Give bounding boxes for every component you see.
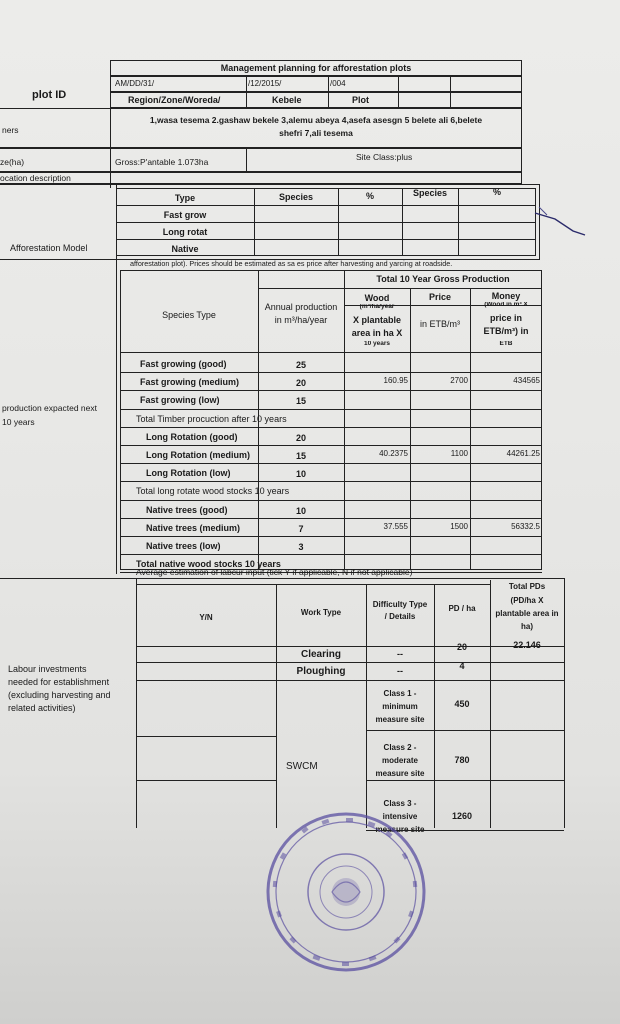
gross-plantable: Gross:P'antable 1.073ha — [115, 157, 209, 167]
production-row-divider — [120, 518, 542, 519]
work-type-header: Work Type — [300, 608, 342, 617]
owners-text-1: 1,wasa tesema 2.gashaw bekele 3,alemu abeya 4,asefa asesgn 5 belete ali 6,belete — [149, 115, 483, 125]
production-row-label: Long Rotation (good) — [146, 431, 238, 442]
annual-production-value: 25 — [295, 360, 306, 370]
annual-production-value: 15 — [295, 396, 306, 407]
production-row-divider — [120, 445, 542, 446]
percent-header-2: % — [492, 187, 501, 197]
production-row-divider — [120, 500, 542, 501]
ploughing-difficulty: -- — [397, 666, 403, 676]
pd-header: PD / ha — [448, 604, 476, 613]
wood-value: 40.2375 — [379, 449, 408, 458]
money-sub-1: (Wood in m³ X — [484, 302, 528, 308]
production-row-divider — [120, 536, 542, 537]
type-header: Type — [174, 193, 196, 203]
class1-line2: minimum — [382, 702, 418, 711]
production-side-label-2: 10 years — [2, 417, 35, 427]
production-row-label: Total long rotate wood stocks 10 years — [136, 486, 290, 497]
afforestation-model-label: Afforestation Model — [10, 243, 88, 253]
plot-code-3: /004 — [330, 79, 346, 88]
annual-production-value: 3 — [298, 542, 304, 552]
size-label: ze(ha) — [0, 157, 25, 167]
location-label: ocation description — [0, 173, 71, 183]
form-title: Management planning for afforestation plots — [220, 63, 412, 73]
plot-code-2: /12/2015/ — [248, 79, 282, 88]
average-note: Average estimation of labcur input (tick Y if applicable, N if not applicable) — [136, 567, 413, 577]
production-row-divider — [120, 390, 542, 391]
species-header-2: Species — [412, 188, 448, 198]
class3-line2: intensive — [382, 812, 418, 821]
money-sub-3: ETB/m³) in — [483, 326, 529, 336]
labour-side-label-2: needed for establishment — [8, 677, 110, 687]
class2-line3: measure site — [375, 769, 425, 778]
clearing-pd: 20 — [456, 642, 467, 652]
ploughing-pd: 4 — [459, 661, 465, 671]
ploughing-label: Ploughing — [296, 666, 346, 677]
production-row-label: Total Timber procuction after 10 years — [136, 413, 287, 424]
annual-production-value: 20 — [295, 432, 306, 443]
class2-pd: 780 — [454, 755, 470, 765]
production-row-label: Fast growing (low) — [140, 395, 220, 406]
size-row — [0, 148, 522, 172]
model-row-long: Long rotat — [162, 227, 208, 237]
annual-production-header-2: in m³/ha/year — [274, 315, 328, 325]
owners-text-2: shefri 7,ali tesema — [279, 128, 353, 138]
class2-line2: moderate — [381, 756, 418, 765]
marker-scribble-icon — [533, 205, 593, 245]
production-row-label: Total native wood stocks 10 years — [136, 559, 281, 570]
clearing-total: 22.146 — [513, 640, 541, 650]
wood-sub-4: 10 years — [363, 341, 391, 347]
production-row-label: Native trees (low) — [146, 541, 221, 551]
price-header: Price — [428, 292, 452, 302]
production-row-divider — [120, 372, 542, 373]
money-sub-2: price in — [489, 313, 522, 323]
model-note: afforestation plot). Prices should be estimated as sa es price after harvesting and yarcing at roadside. — [130, 259, 453, 268]
price-sub: in ETB/m³ — [419, 319, 460, 329]
class3-pd: 1260 — [451, 811, 473, 821]
production-side-label-1: production expacted next — [2, 403, 97, 413]
species-type-header: Species Type — [162, 310, 216, 320]
region-label: Region/Zone/Woreda/ — [128, 95, 221, 105]
plot-label: Plot — [352, 95, 369, 105]
wood-sub-1: (m³/ha/year — [359, 304, 395, 310]
labour-side-label-1: Labour investments — [8, 664, 87, 674]
annual-production-value: 15 — [295, 451, 306, 461]
production-row-label: Long Rotation (low) — [146, 468, 231, 479]
kebele-label: Kebele — [272, 95, 302, 105]
production-row-divider — [120, 554, 542, 555]
production-row-divider — [120, 427, 542, 428]
annual-production-header-1: Annual production — [264, 302, 338, 312]
production-row-divider — [120, 463, 542, 464]
production-row-divider — [120, 481, 542, 482]
money-header: Money — [491, 291, 521, 301]
wood-sub-2: X plantable — [352, 315, 401, 325]
wood-value: 37.555 — [383, 521, 408, 531]
class2-line1: Class 2 - — [383, 743, 417, 752]
location-row — [0, 172, 522, 184]
plot-id-label: plot ID — [32, 89, 67, 101]
total-production-header: Total 10 Year Gross Production — [376, 274, 510, 284]
plot-code-1: AM/DD/31/ — [115, 79, 155, 88]
swcm-label: SWCM — [286, 761, 318, 772]
class1-line3: measure site — [375, 715, 425, 724]
annual-production-value: 20 — [295, 378, 306, 389]
site-class: Site Class:plus — [356, 152, 413, 162]
model-row-fast: Fast grow — [163, 210, 207, 220]
production-row-label: Native trees (good) — [146, 504, 228, 515]
total-pd-header-4: ha) — [521, 622, 533, 631]
class1-pd: 450 — [454, 699, 470, 709]
yn-header: Y/N — [199, 613, 213, 622]
species-header: Species — [278, 192, 314, 202]
price-value: 2700 — [450, 376, 468, 386]
difficulty-header-1: Difficulty Type — [372, 600, 428, 609]
total-pd-header-3: plantable area in — [495, 609, 559, 618]
labour-side-label-4: related activities) — [8, 703, 76, 713]
money-value: 56332.5 — [511, 521, 540, 531]
price-value: 1500 — [450, 521, 468, 531]
labour-side-label-3: (excluding harvesting and — [8, 690, 111, 700]
class1-line1: Class 1 - — [383, 689, 417, 698]
clearing-label: Clearing — [300, 649, 341, 660]
money-value: 44261.25 — [506, 449, 540, 458]
model-row-native: Native — [171, 244, 199, 254]
wood-sub-3: area in ha X — [351, 328, 403, 338]
total-pd-header-1: Total PDs — [508, 582, 546, 591]
production-row-divider — [120, 409, 542, 410]
annual-production-value: 7 — [298, 523, 304, 534]
total-pd-header-2: (PD/ha X — [510, 596, 544, 605]
production-row-label: Fast growing (medium) — [140, 377, 239, 388]
class3-line1: Class 3 - — [383, 799, 417, 808]
annual-production-value: 10 — [295, 505, 306, 516]
production-row-label: Long Rotation (medium) — [146, 450, 250, 460]
money-value: 434565 — [513, 376, 540, 386]
official-stamp — [262, 808, 430, 976]
plot-code-row — [110, 76, 522, 92]
production-row-label: Fast growing (good) — [140, 359, 227, 369]
price-value: 1100 — [450, 449, 468, 458]
percent-header: % — [365, 191, 374, 201]
wood-header: Wood — [364, 293, 390, 303]
money-sub-4: ETB — [499, 341, 513, 347]
annual-production-value: 10 — [295, 469, 306, 480]
clearing-difficulty: -- — [397, 649, 403, 659]
owners-label: ners — [2, 125, 19, 135]
wood-value: 160.95 — [383, 376, 408, 386]
difficulty-header-2: / Details — [384, 612, 416, 621]
production-row-label: Native trees (medium) — [146, 522, 241, 533]
owners-row — [0, 108, 522, 148]
